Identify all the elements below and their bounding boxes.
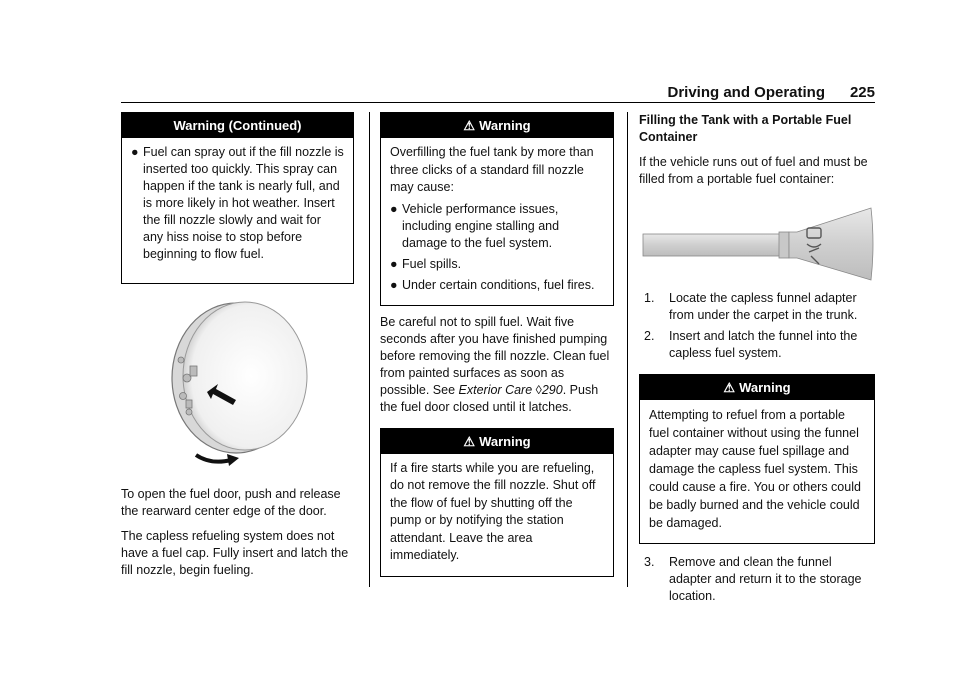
warning-triangle-icon: ⚠ (463, 118, 476, 133)
header-page-number: 225 (849, 84, 875, 101)
warning-triangle-icon: ⚠ (463, 433, 476, 449)
warning-bullet-text: Fuel can spray out if the fill nozzle is inserted too quickly. This spray can happen if the tank is nearly full, and is more likely in hot weather. Insert the fill nozzle slowly and wait for any hiss noise to stop before beginning to flow fuel. (143, 145, 344, 261)
warning-bullet: ● Vehicle performance issues, including engine stalling and damage to the fuel system. (390, 201, 560, 250)
page-ref-arrow-icon: ◊ (535, 382, 542, 397)
warning-triangle-icon: ⚠ (723, 380, 736, 395)
curved-arrow-icon (196, 455, 231, 462)
warning-title: ⚠ Warning (381, 429, 613, 454)
column-divider (627, 112, 628, 587)
paragraph: If the vehicle runs out of fuel and must be filled from a portable fuel container: (639, 155, 868, 186)
cross-reference-link[interactable]: Exterior Care (458, 382, 533, 397)
bullet-icon: ● (390, 256, 398, 271)
warning-title: Warning (Continued) (122, 113, 353, 138)
paragraph: To open the fuel door, push and release the rearward center edge of the door. (121, 487, 341, 518)
fuel-door-illustration (121, 300, 354, 480)
warning-title: ⚠ Warning (640, 375, 874, 400)
header-section-title: Driving and Operating (667, 84, 825, 101)
bullet-icon: ● (131, 145, 139, 159)
column-right (639, 112, 875, 609)
step-1: 1. Locate the capless funnel adapter from under the carpet in the trunk. (644, 291, 858, 322)
page-header (121, 84, 875, 102)
warning-bullet: ● Fuel spills. (390, 256, 462, 271)
step-2: 2. Insert and latch the funnel into the capless fuel system. (644, 329, 858, 360)
column-left (121, 112, 354, 587)
warning-box-fire (380, 428, 614, 577)
warning-text: If a fire starts while you are refueling, do not remove the fill nozzle. Shut off the flow of fuel by shutting off the pump or by notifying the station attendant. Leave the area immediately. (390, 460, 596, 562)
warning-box-overfill (380, 112, 614, 306)
paragraph: The capless refueling system does not have a fuel cap. Fully insert and latch the fill nozzle, begin fueling. (121, 529, 349, 577)
warning-title: ⚠ Warning (381, 113, 613, 138)
bullet-icon: ● (390, 277, 398, 292)
funnel-adapter-illustration (639, 196, 875, 286)
header-rule (121, 102, 875, 103)
bullet-icon: ● (390, 201, 398, 216)
warning-intro: Overfilling the fuel tank by more than three clicks of a standard fill nozzle may cause: (390, 145, 594, 194)
warning-bullet (131, 144, 344, 263)
page-reference[interactable]: 290 (541, 382, 563, 397)
warning-text: Attempting to refuel from a portable fuel container without using the funnel adapter may cause fuel spillage and damage the capless fuel system. This could cause a fire. You or others could be badly burned and the vehicle could be damaged. (649, 408, 861, 530)
column-middle (380, 112, 614, 577)
warning-box-continued (121, 112, 354, 284)
step-3: 3. Remove and clean the funnel adapter and return it to the storage location. (644, 555, 862, 603)
warning-bullet: ● Under certain conditions, fuel fires. (390, 277, 595, 292)
column-divider (369, 112, 370, 587)
warning-box-portable (639, 374, 875, 544)
section-heading: Filling the Tank with a Portable Fuel Container (639, 113, 852, 144)
paragraph-fuel-care: Be careful not to spill fuel. Wait five seconds after you have finished pumping before removing the fill nozzle. Clean fuel from painted surfaces as soon as possible. See Exterior Care ◊290. Push the fuel door closed until it latches. (380, 314, 610, 414)
